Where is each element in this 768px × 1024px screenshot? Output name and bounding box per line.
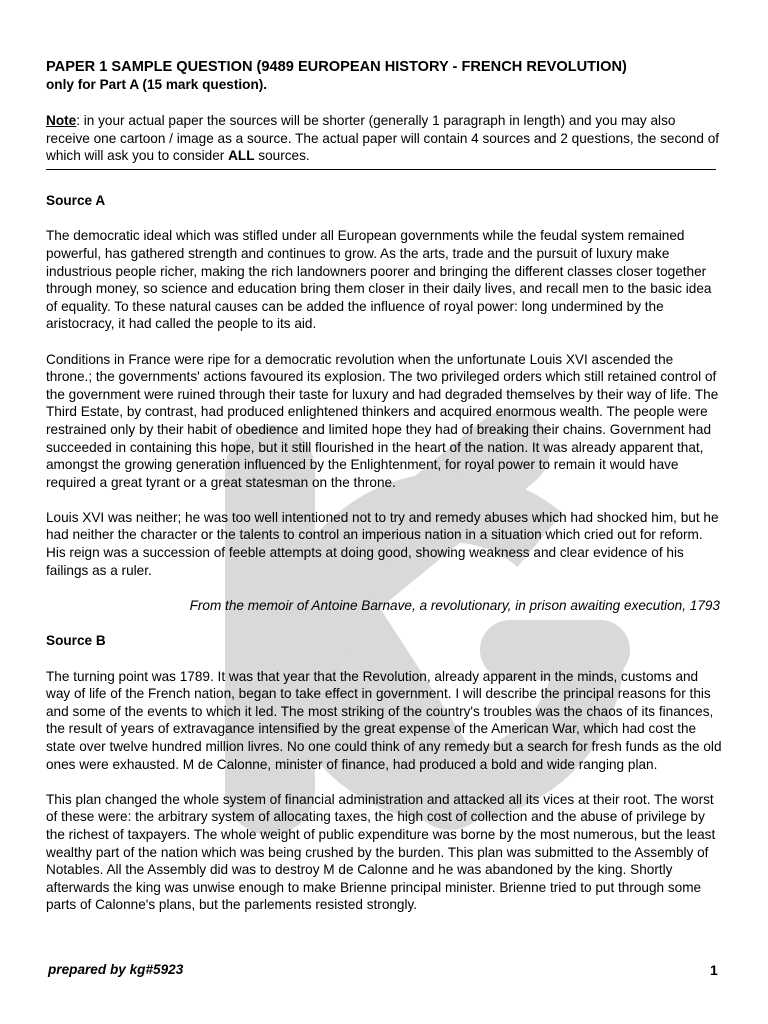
note-text-end: sources. bbox=[254, 148, 310, 164]
note-paragraph bbox=[46, 112, 722, 165]
source-b-heading: Source B bbox=[46, 633, 106, 649]
footer-prepared-by: prepared by kg#5923 bbox=[48, 962, 184, 977]
source-a-paragraph-2: Conditions in France were ripe for a democratic revolution when the unfortunate Louis XVI ascended the throne.; the governments' actions favoured its explosion. The two privileged orders which still retained control of the government were ruined through their taste for luxury and had degraded themselves by their way of life. The Third Estate, by contrast, had produced enlightened thinkers and acquired enormous wealth. The people were restrained only by their habit of obedience and limited hope they had of breaking their chains. Government had succeeded in containing this hope, but it still flourished in the heart of the nation. It was already apparent that, amongst the growing generation influenced by the Enlightenment, for royal power to remain it would have required a great tyrant or a great statesman on the throne. bbox=[46, 351, 719, 490]
page-number: 1 bbox=[710, 962, 718, 978]
source-a-paragraph-1: The democratic ideal which was stifled under all European governments while the feudal system remained powerful, has gathered strength and continues to grow. As the arts, trade and the pursuit of luxury make industrious people richer, making the rich landowners poorer and bringing the different classes closer together through money, so science and education bring them closer in their daily lives, and recall men to the basic idea of equality. To these natural causes can be added the influence of royal power: long undermined by the aristocracy, it had called the people to its aid. bbox=[46, 228, 712, 332]
source-a-paragraph-3: Louis XVI was neither; he was too well intentioned not to try and remedy abuses which had shocked him, but he had neither the character or the talents to control an imperious nation in a situation which cried out for reform. His reign was a succession of feeble attempts at doing good, showing weakness and clear evidence of his failings as a ruler. bbox=[46, 509, 719, 578]
document-subtitle: only for Part A (15 mark question). bbox=[46, 77, 268, 92]
divider-rule bbox=[46, 169, 716, 170]
note-text: : in your actual paper the sources will be shorter (generally 1 paragraph in length) and you may also receive one cartoon / image as a source. The actual paper will contain 4 sources and 2 questions, the second of which will ask you to consider bbox=[46, 113, 720, 164]
note-label: Note bbox=[46, 113, 77, 128]
document-title: PAPER 1 SAMPLE QUESTION (9489 EUROPEAN HISTORY - FRENCH REVOLUTION) bbox=[46, 59, 627, 75]
source-b-paragraph-1: The turning point was 1789. It was that year that the Revolution, already apparent in the minds, customs and way of life of the French nation, began to take effect in government. I will describe the principal reasons for this and some of the events to which it led. The most striking of the country's troubles was the chaos of its finances, the result of years of extravagance intensified by the great expense of the American War, which had cost the state over twelve hundred million livres. No one could think of any remedy but a search for fresh funds as the old ones were exhausted. M de Calonne, minister of finance, had produced a bold and wide ranging plan. bbox=[46, 668, 722, 772]
document-page bbox=[46, 58, 722, 932]
source-a-attribution: From the memoir of Antoine Barnave, a revolutionary, in prison awaiting execution, 1793 bbox=[189, 597, 720, 613]
source-a-heading: Source A bbox=[46, 192, 106, 208]
source-b-paragraph-2: This plan changed the whole system of financial administration and attacked all its vices at their root. The worst of these were: the arbitrary system of allocating taxes, the high cost of collection and the abuse of privilege by the richest of taxpayers. The whole weight of public expenditure was borne by the most numerous, but the least wealthy part of the nation which was being crushed by the burden. This plan was submitted to the Assembly of Notables. All the Assembly did was to destroy M de Calonne and he was abandoned by the king. Shortly afterwards the king was unwise enough to make Brienne principal minister. Brienne tried to put through some parts of Calonne's plans, but the parlements resisted strongly. bbox=[46, 791, 716, 913]
note-bold-word: ALL bbox=[228, 148, 255, 164]
